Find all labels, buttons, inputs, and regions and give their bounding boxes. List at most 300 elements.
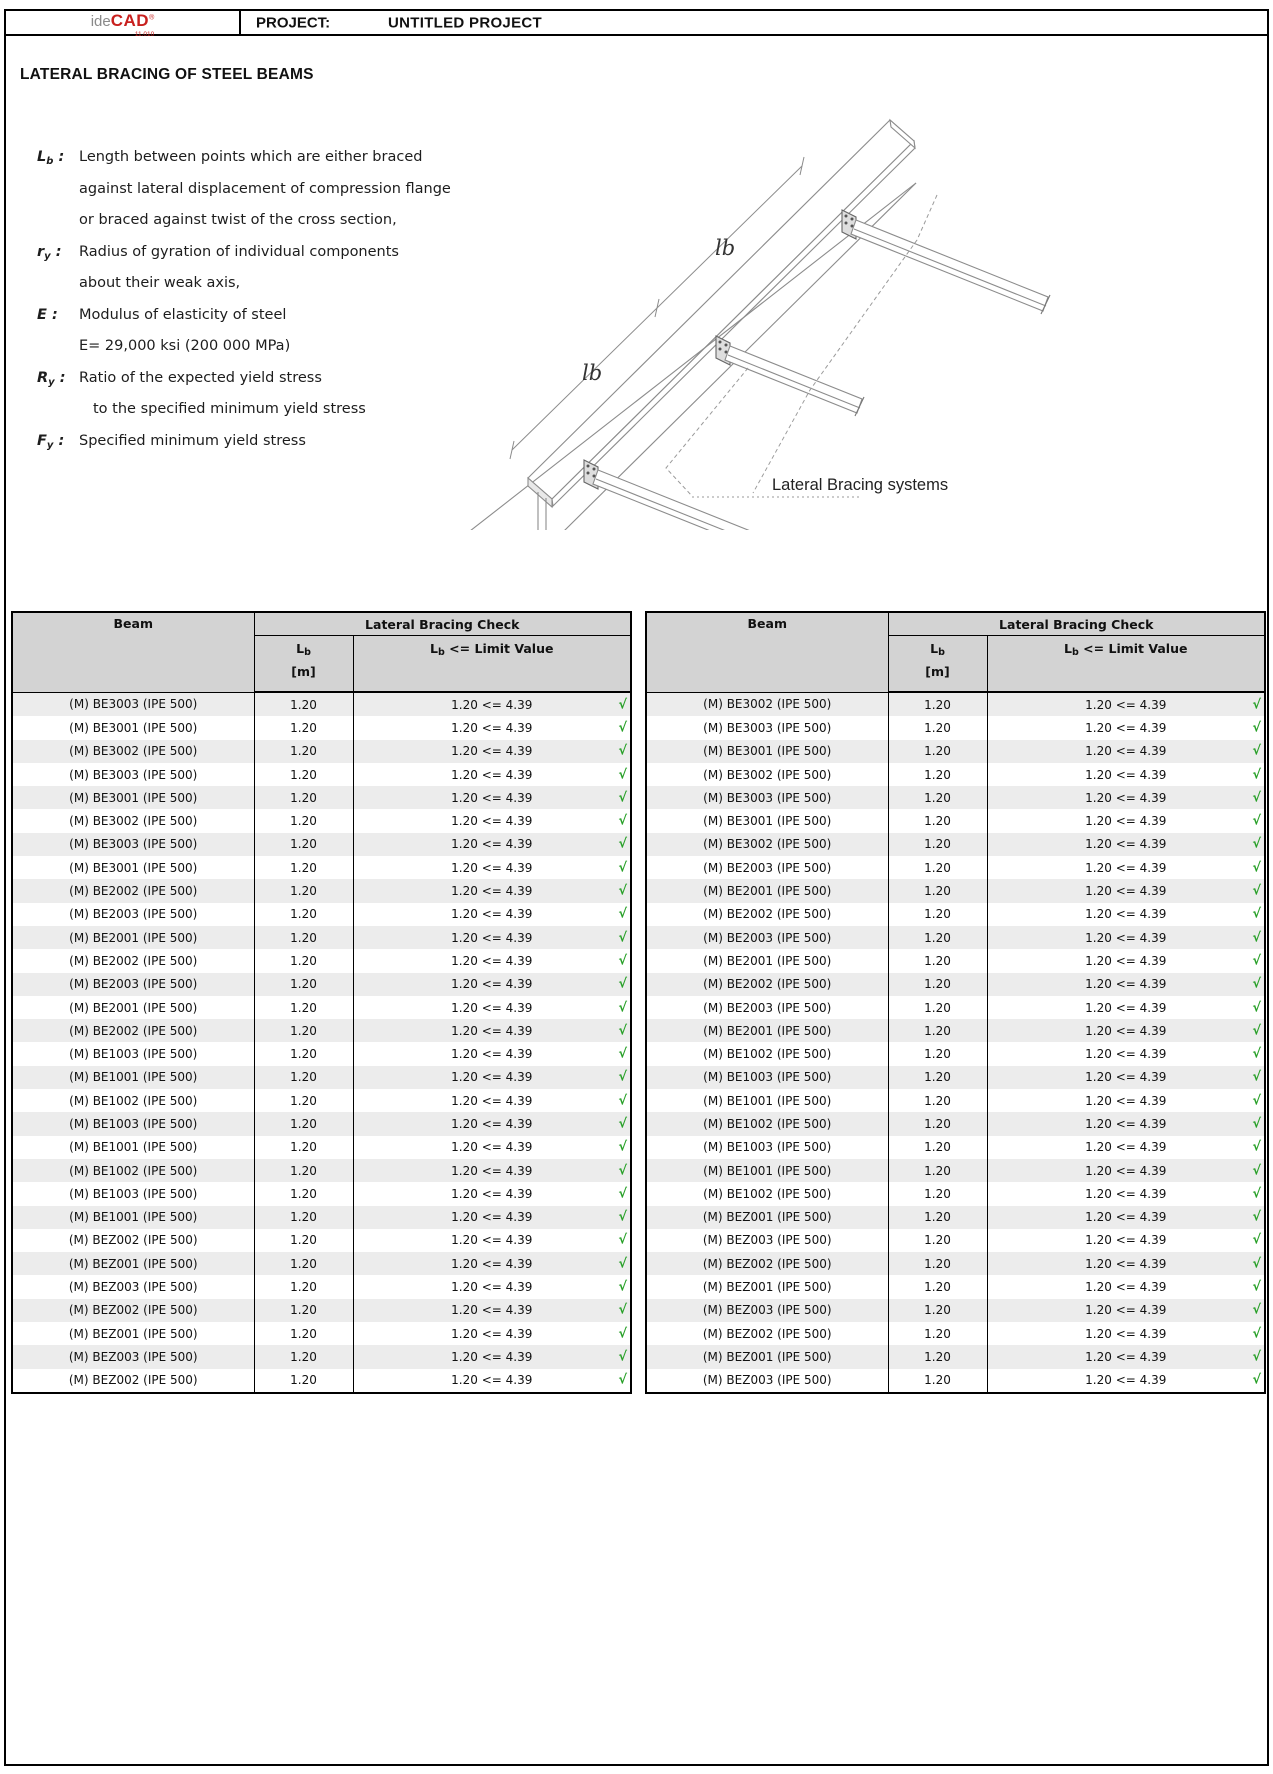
limit-check-cell [353, 1345, 631, 1368]
limit-lb-symbol: L [430, 641, 439, 656]
limit-check-cell [987, 926, 1265, 949]
beam-name-cell: (M) BE2002 (IPE 500) [646, 973, 888, 996]
limit-check-text: 1.20 <= 4.39 [1085, 1093, 1167, 1108]
table-row [12, 879, 631, 902]
table-row [646, 856, 1265, 879]
table-row [646, 1299, 1265, 1322]
limit-check-cell [353, 973, 631, 996]
table-row [646, 1345, 1265, 1368]
limit-check-cell [353, 740, 631, 763]
table-row [646, 1112, 1265, 1135]
limit-check-text: 1.20 <= 4.39 [451, 1093, 533, 1108]
logo-cell [6, 11, 241, 38]
definition-line: Ratio of the expected yield stress [79, 369, 322, 386]
check-passed-icon: √ [618, 860, 627, 876]
limit-check-cell [353, 1136, 631, 1159]
check-passed-icon: √ [618, 1302, 627, 1318]
check-passed-icon: √ [1252, 1139, 1261, 1155]
table-row [12, 903, 631, 926]
lb-value-cell: 1.20 [888, 1345, 987, 1368]
limit-text: <= Limit Value [444, 641, 554, 656]
table-row [12, 1019, 631, 1042]
table-row [646, 926, 1265, 949]
limit-check-cell [353, 1206, 631, 1229]
beam-name-cell: (M) BEZ001 (IPE 500) [646, 1206, 888, 1229]
limit-check-text: 1.20 <= 4.39 [1085, 1349, 1167, 1364]
lb-value-cell: 1.20 [254, 692, 353, 716]
beam-name-cell: (M) BE2003 (IPE 500) [12, 903, 254, 926]
check-passed-icon: √ [618, 836, 627, 852]
limit-check-text: 1.20 <= 4.39 [1085, 1000, 1167, 1015]
report-header-bar [4, 9, 1269, 36]
table-row [12, 740, 631, 763]
check-passed-icon: √ [1252, 697, 1261, 713]
definition-line: Length between points which are either braced [79, 149, 423, 165]
table-row [646, 1322, 1265, 1345]
limit-check-text: 1.20 <= 4.39 [1085, 720, 1167, 735]
lb-value-cell: 1.20 [888, 1182, 987, 1205]
check-passed-icon: √ [1252, 953, 1261, 969]
beam-name-cell: (M) BE3003 (IPE 500) [646, 786, 888, 809]
definition-line: Specified minimum yield stress [79, 432, 306, 449]
limit-check-text: 1.20 <= 4.39 [1085, 790, 1167, 805]
lb-value-cell: 1.20 [254, 716, 353, 739]
table-row [12, 949, 631, 972]
limit-check-cell [353, 1369, 631, 1393]
table-row [646, 1252, 1265, 1275]
check-passed-icon: √ [1252, 1279, 1261, 1295]
beam-name-cell: (M) BE1002 (IPE 500) [646, 1042, 888, 1065]
limit-check-cell [353, 716, 631, 739]
limit-check-text: 1.20 <= 4.39 [1085, 697, 1167, 712]
check-passed-icon: √ [618, 790, 627, 806]
table-row [12, 763, 631, 786]
limit-check-cell [353, 856, 631, 879]
lb-value-cell: 1.20 [254, 973, 353, 996]
table-row [646, 1019, 1265, 1042]
table-row [12, 856, 631, 879]
limit-check-cell [353, 926, 631, 949]
limit-check-cell [987, 1112, 1265, 1135]
limit-check-cell [987, 1159, 1265, 1182]
table-row [12, 1252, 631, 1275]
table-row [646, 1089, 1265, 1112]
limit-check-text: 1.20 <= 4.39 [1085, 1373, 1167, 1388]
check-passed-icon: √ [1252, 767, 1261, 783]
limit-check-text: 1.20 <= 4.39 [451, 1023, 533, 1038]
definition-term: $R_y$ : [37, 369, 66, 388]
col-header-lb [888, 636, 987, 693]
limit-check-cell [987, 1369, 1265, 1393]
limit-check-cell [353, 903, 631, 926]
table-row [646, 1042, 1265, 1065]
limit-check-cell [987, 1019, 1265, 1042]
lb-value-cell: 1.20 [254, 903, 353, 926]
check-passed-icon: √ [618, 1023, 627, 1039]
limit-lb-subscript: b [438, 647, 445, 658]
definition-term: $F_y$ : [37, 432, 65, 451]
check-passed-icon: √ [1252, 1116, 1261, 1132]
limit-lb-symbol: L [1064, 641, 1073, 656]
beam-name-cell: (M) BEZ002 (IPE 500) [12, 1369, 254, 1393]
lb-value-cell: 1.20 [254, 879, 353, 902]
lb-subscript: b [304, 647, 311, 658]
table-row [646, 879, 1265, 902]
lb-symbol: L [296, 641, 305, 656]
definition-line: or braced against twist of the cross section, [79, 212, 397, 228]
lb-value-cell: 1.20 [254, 1019, 353, 1042]
check-passed-icon: √ [618, 1349, 627, 1365]
lb-value-cell: 1.20 [888, 1089, 987, 1112]
table-row [12, 1066, 631, 1089]
check-passed-icon: √ [618, 906, 627, 922]
beam-name-cell: (M) BE1002 (IPE 500) [12, 1089, 254, 1112]
definition-term: $L_b$ : [37, 149, 65, 167]
definition-item [37, 300, 517, 363]
definition-item [37, 426, 517, 462]
definition-line: Modulus of elasticity of steel [79, 306, 287, 323]
lb-value-cell: 1.20 [888, 786, 987, 809]
limit-check-text: 1.20 <= 4.39 [451, 1303, 533, 1318]
lb-label-upper: lb [715, 236, 736, 260]
limit-check-text: 1.20 <= 4.39 [451, 977, 533, 992]
beam-name-cell: (M) BE2002 (IPE 500) [646, 903, 888, 926]
limit-check-cell [353, 763, 631, 786]
beam-name-cell: (M) BE3002 (IPE 500) [646, 763, 888, 786]
beam-name-cell: (M) BE2002 (IPE 500) [12, 1019, 254, 1042]
beam-name-cell: (M) BE3002 (IPE 500) [646, 833, 888, 856]
definition-term: E : [37, 306, 58, 323]
limit-check-text: 1.20 <= 4.39 [451, 814, 533, 829]
dimension-line [510, 157, 804, 459]
beam-name-cell: (M) BEZ003 (IPE 500) [12, 1275, 254, 1298]
limit-check-cell [353, 949, 631, 972]
beam-name-cell: (M) BE1002 (IPE 500) [12, 1159, 254, 1182]
limit-check-text: 1.20 <= 4.39 [1085, 1210, 1167, 1225]
beam-name-cell: (M) BE1001 (IPE 500) [646, 1159, 888, 1182]
lb-value-cell: 1.20 [254, 1089, 353, 1112]
lb-value-cell: 1.20 [254, 856, 353, 879]
lb-value-cell: 1.20 [254, 763, 353, 786]
beam-name-cell: (M) BE3003 (IPE 500) [646, 716, 888, 739]
table-right-body [646, 692, 1265, 1393]
limit-check-cell [987, 1322, 1265, 1345]
table-row [12, 1042, 631, 1065]
limit-check-text: 1.20 <= 4.39 [451, 1186, 533, 1201]
beam-name-cell: (M) BEZ003 (IPE 500) [12, 1345, 254, 1368]
check-passed-icon: √ [1252, 1046, 1261, 1062]
beam-name-cell: (M) BEZ003 (IPE 500) [646, 1229, 888, 1252]
check-passed-icon: √ [618, 767, 627, 783]
limit-check-text: 1.20 <= 4.39 [451, 744, 533, 759]
lb-value-cell: 1.20 [888, 903, 987, 926]
check-passed-icon: √ [1252, 883, 1261, 899]
table-right [645, 611, 1266, 1394]
page-title: LATERAL BRACING OF STEEL BEAMS [20, 66, 314, 83]
check-passed-icon: √ [618, 697, 627, 713]
registered-mark-icon: ® [149, 14, 155, 22]
limit-check-cell [987, 996, 1265, 1019]
lb-value-cell: 1.20 [888, 856, 987, 879]
logo-ide-text: ide [90, 13, 111, 30]
check-passed-icon: √ [1252, 836, 1261, 852]
beam-name-cell: (M) BEZ002 (IPE 500) [12, 1299, 254, 1322]
limit-check-cell [987, 949, 1265, 972]
check-passed-icon: √ [1252, 813, 1261, 829]
lb-value-cell: 1.20 [254, 1112, 353, 1135]
project-label: PROJECT: [256, 14, 331, 31]
beam-name-cell: (M) BEZ001 (IPE 500) [12, 1252, 254, 1275]
table-left [11, 611, 632, 1394]
beam-name-cell: (M) BE1001 (IPE 500) [12, 1136, 254, 1159]
table-row [646, 996, 1265, 1019]
lb-value-cell: 1.20 [254, 1322, 353, 1345]
limit-check-text: 1.20 <= 4.39 [451, 790, 533, 805]
check-passed-icon: √ [618, 743, 627, 759]
beam-name-cell: (M) BEZ001 (IPE 500) [646, 1275, 888, 1298]
beam-name-cell: (M) BE3001 (IPE 500) [12, 786, 254, 809]
limit-check-text: 1.20 <= 4.39 [451, 953, 533, 968]
limit-check-text: 1.20 <= 4.39 [1085, 744, 1167, 759]
check-passed-icon: √ [1252, 1256, 1261, 1272]
lb-value-cell: 1.20 [254, 949, 353, 972]
table-row [646, 1229, 1265, 1252]
limit-check-text: 1.20 <= 4.39 [451, 930, 533, 945]
limit-check-cell [987, 879, 1265, 902]
limit-check-text: 1.20 <= 4.39 [1085, 1186, 1167, 1201]
beam-name-cell: (M) BEZ001 (IPE 500) [646, 1345, 888, 1368]
beam-name-cell: (M) BE1003 (IPE 500) [12, 1042, 254, 1065]
check-passed-icon: √ [1252, 743, 1261, 759]
table-row [646, 716, 1265, 739]
table-row [12, 786, 631, 809]
table-row [12, 1136, 631, 1159]
limit-check-cell [353, 1112, 631, 1135]
check-passed-icon: √ [618, 930, 627, 946]
limit-check-text: 1.20 <= 4.39 [451, 884, 533, 899]
beam-name-cell: (M) BE3002 (IPE 500) [646, 692, 888, 716]
lb-value-cell: 1.20 [254, 926, 353, 949]
check-passed-icon: √ [618, 1093, 627, 1109]
limit-check-cell [353, 879, 631, 902]
limit-check-cell [353, 1066, 631, 1089]
limit-check-cell [987, 1252, 1265, 1275]
lb-unit: [m] [925, 664, 950, 679]
lb-value-cell: 1.20 [888, 949, 987, 972]
limit-check-cell [987, 763, 1265, 786]
lb-value-cell: 1.20 [254, 786, 353, 809]
check-passed-icon: √ [618, 1256, 627, 1272]
limit-check-cell [987, 1229, 1265, 1252]
limit-check-cell [353, 1229, 631, 1252]
table-row [646, 763, 1265, 786]
table-row [646, 1206, 1265, 1229]
table-row [12, 1182, 631, 1205]
limit-check-cell [353, 786, 631, 809]
beam-name-cell: (M) BE3002 (IPE 500) [12, 740, 254, 763]
beam-name-cell: (M) BE1002 (IPE 500) [646, 1182, 888, 1205]
lb-value-cell: 1.20 [254, 1042, 353, 1065]
lb-value-cell: 1.20 [888, 1206, 987, 1229]
lb-value-cell: 1.20 [254, 809, 353, 832]
beam-name-cell: (M) BE2001 (IPE 500) [646, 879, 888, 902]
beam-name-cell: (M) BE3001 (IPE 500) [12, 716, 254, 739]
definition-term: $r_y$ : [37, 243, 62, 262]
check-passed-icon: √ [1252, 860, 1261, 876]
lb-value-cell: 1.20 [888, 1322, 987, 1345]
beam-name-cell: (M) BE2002 (IPE 500) [12, 949, 254, 972]
limit-check-text: 1.20 <= 4.39 [1085, 977, 1167, 992]
beam-name-cell: (M) BEZ003 (IPE 500) [646, 1299, 888, 1322]
limit-check-text: 1.20 <= 4.39 [1085, 1233, 1167, 1248]
limit-check-text: 1.20 <= 4.39 [451, 1140, 533, 1155]
check-passed-icon: √ [1252, 1302, 1261, 1318]
beam-name-cell: (M) BEZ003 (IPE 500) [646, 1369, 888, 1393]
limit-lb-subscript: b [1072, 647, 1079, 658]
limit-check-cell [987, 1182, 1265, 1205]
table-row [12, 1345, 631, 1368]
check-passed-icon: √ [1252, 1163, 1261, 1179]
table-row [12, 716, 631, 739]
beam-name-cell: (M) BE3002 (IPE 500) [12, 809, 254, 832]
limit-check-text: 1.20 <= 4.39 [451, 1116, 533, 1131]
lb-subscript: b [938, 647, 945, 658]
lb-value-cell: 1.20 [254, 833, 353, 856]
limit-check-text: 1.20 <= 4.39 [1085, 860, 1167, 875]
lb-value-cell: 1.20 [888, 1042, 987, 1065]
lb-value-cell: 1.20 [254, 1066, 353, 1089]
definition-item [37, 363, 517, 426]
girder [470, 120, 916, 530]
limit-check-text: 1.20 <= 4.39 [451, 1280, 533, 1295]
check-passed-icon: √ [618, 953, 627, 969]
check-passed-icon: √ [618, 1232, 627, 1248]
table-row [646, 903, 1265, 926]
lb-value-cell: 1.20 [254, 1136, 353, 1159]
beam-name-cell: (M) BE3003 (IPE 500) [12, 692, 254, 716]
col-header-check-group: Lateral Bracing Check [888, 612, 1265, 636]
check-passed-icon: √ [618, 1326, 627, 1342]
limit-check-cell [987, 716, 1265, 739]
definition-text [79, 300, 517, 363]
check-passed-icon: √ [618, 883, 627, 899]
limit-check-text: 1.20 <= 4.39 [451, 1070, 533, 1085]
table-left-body [12, 692, 631, 1393]
check-passed-icon: √ [1252, 1023, 1261, 1039]
table-row [646, 949, 1265, 972]
lb-symbol: L [930, 641, 939, 656]
table-row [646, 973, 1265, 996]
table-row [646, 809, 1265, 832]
limit-check-text: 1.20 <= 4.39 [451, 1256, 533, 1271]
lb-value-cell: 1.20 [888, 1019, 987, 1042]
check-passed-icon: √ [618, 1279, 627, 1295]
limit-check-cell [987, 1089, 1265, 1112]
check-passed-icon: √ [1252, 790, 1261, 806]
table-row [12, 809, 631, 832]
table-row [12, 1112, 631, 1135]
lb-value-cell: 1.20 [888, 879, 987, 902]
table-row [12, 692, 631, 716]
check-passed-icon: √ [1252, 1069, 1261, 1085]
beam-name-cell: (M) BE2001 (IPE 500) [12, 926, 254, 949]
limit-check-text: 1.20 <= 4.39 [451, 720, 533, 735]
lb-value-cell: 1.20 [888, 1252, 987, 1275]
lateral-brace-middle [716, 336, 864, 416]
limit-check-text: 1.20 <= 4.39 [1085, 1047, 1167, 1062]
limit-check-cell [353, 692, 631, 716]
limit-check-text: 1.20 <= 4.39 [1085, 1070, 1167, 1085]
beam-name-cell: (M) BE2002 (IPE 500) [12, 879, 254, 902]
definitions [37, 142, 517, 461]
limit-check-text: 1.20 <= 4.39 [1085, 767, 1167, 782]
lb-value-cell: 1.20 [888, 1275, 987, 1298]
limit-check-text: 1.20 <= 4.39 [1085, 837, 1167, 852]
limit-check-cell [987, 740, 1265, 763]
check-passed-icon: √ [1252, 1232, 1261, 1248]
limit-check-text: 1.20 <= 4.39 [1085, 1023, 1167, 1038]
col-header-lb [254, 636, 353, 693]
table-row [646, 692, 1265, 716]
limit-check-cell [353, 809, 631, 832]
lb-value-cell: 1.20 [254, 1159, 353, 1182]
lb-value-cell: 1.20 [254, 1182, 353, 1205]
limit-check-text: 1.20 <= 4.39 [451, 1326, 533, 1341]
limit-check-text: 1.20 <= 4.39 [1085, 1140, 1167, 1155]
col-header-beam: Beam [646, 612, 888, 692]
limit-check-text: 1.20 <= 4.39 [451, 767, 533, 782]
check-passed-icon: √ [1252, 1093, 1261, 1109]
definition-line: about their weak axis, [79, 275, 241, 291]
table-row [646, 1066, 1265, 1089]
beam-name-cell: (M) BE1001 (IPE 500) [12, 1206, 254, 1229]
lb-value-cell: 1.20 [888, 1159, 987, 1182]
lb-value-cell: 1.20 [888, 996, 987, 1019]
check-passed-icon: √ [618, 1000, 627, 1015]
table-row [646, 1182, 1265, 1205]
beam-name-cell: (M) BE1003 (IPE 500) [646, 1066, 888, 1089]
limit-check-text: 1.20 <= 4.39 [451, 907, 533, 922]
check-passed-icon: √ [1252, 1186, 1261, 1202]
limit-check-text: 1.20 <= 4.39 [451, 1373, 533, 1388]
beam-name-cell: (M) BE2003 (IPE 500) [646, 926, 888, 949]
check-passed-icon: √ [618, 1069, 627, 1085]
limit-check-cell [353, 1182, 631, 1205]
definition-line: to the specified minimum yield stress [93, 401, 366, 417]
limit-check-text: 1.20 <= 4.39 [451, 1349, 533, 1364]
lb-value-cell: 1.20 [888, 716, 987, 739]
table-row [12, 1299, 631, 1322]
definition-text [79, 363, 517, 426]
limit-check-cell [353, 996, 631, 1019]
check-passed-icon: √ [618, 1139, 627, 1155]
table-row [646, 1136, 1265, 1159]
lb-value-cell: 1.20 [254, 1369, 353, 1393]
limit-check-text: 1.20 <= 4.39 [451, 860, 533, 875]
check-passed-icon: √ [618, 1163, 627, 1179]
limit-check-cell [987, 809, 1265, 832]
table-row [12, 1159, 631, 1182]
beam-name-cell: (M) BE3003 (IPE 500) [12, 763, 254, 786]
beam-name-cell: (M) BE2003 (IPE 500) [646, 856, 888, 879]
lb-value-cell: 1.20 [254, 1206, 353, 1229]
lb-value-cell: 1.20 [888, 1299, 987, 1322]
lb-value-cell: 1.20 [888, 926, 987, 949]
check-passed-icon: √ [618, 1116, 627, 1132]
check-passed-icon: √ [618, 813, 627, 829]
check-passed-icon: √ [1252, 1372, 1261, 1388]
lb-value-cell: 1.20 [888, 973, 987, 996]
